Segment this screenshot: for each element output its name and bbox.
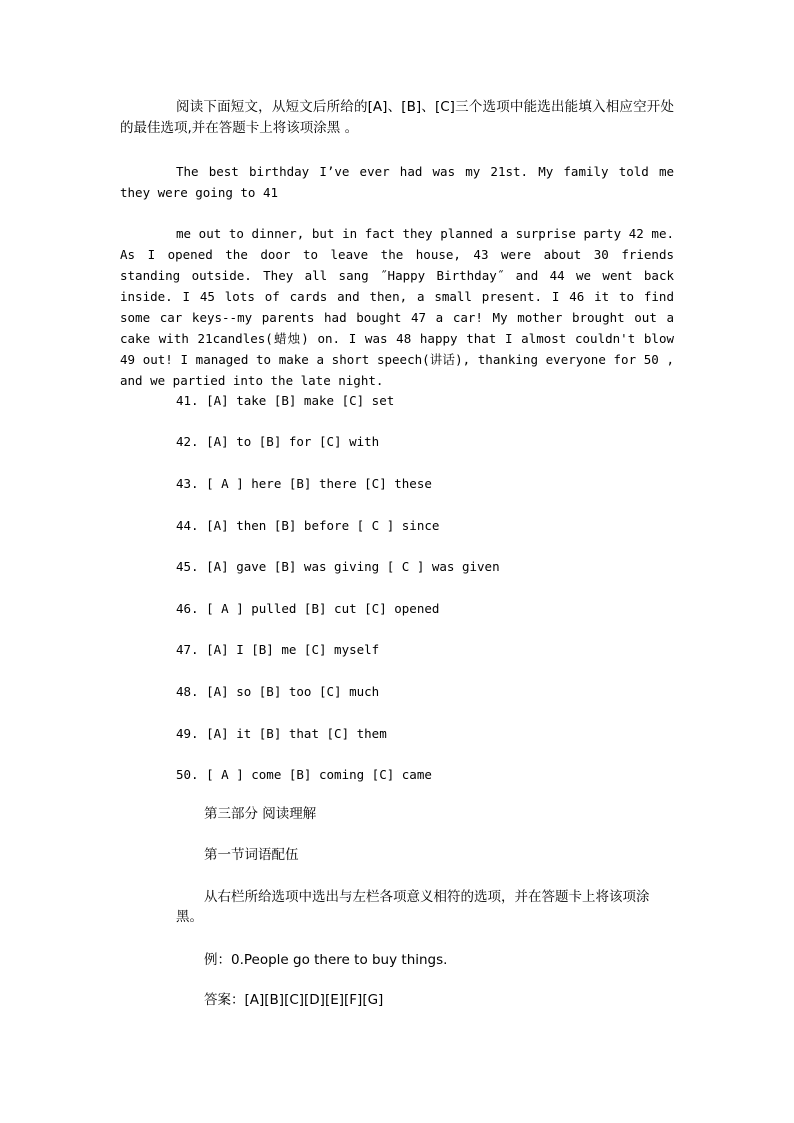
- option-item-50: 50. [ A ] come [B] coming [C] came: [176, 767, 432, 782]
- option-item-46: 46. [ A ] pulled [B] cut [C] opened: [176, 601, 440, 616]
- option-item-49: 49. [A] it [B] that [C] them: [176, 726, 387, 741]
- option-item-44: 44. [A] then [B] before [ C ] since: [176, 518, 440, 533]
- section-one-instructions: 从右栏所给选项中选出与左栏各项意义相符的选项，并在答题卡上将该项涂黑。: [176, 889, 650, 925]
- example-line: 例：0.People go there to buy things.: [204, 952, 448, 968]
- section-one-title: 第一节词语配伍: [204, 847, 299, 863]
- part-three-title: 第三部分 阅读理解: [204, 806, 317, 822]
- answer-line: 答案：[A][B][C][D][E][F][G]: [204, 992, 384, 1008]
- option-item-48: 48. [A] so [B] too [C] much: [176, 684, 380, 699]
- option-item-41: 41. [A] take [B] make [C] set: [176, 393, 395, 408]
- passage-body-paragraph: me out to dinner, but in fact they planned a surprise party 42 me. As I opened the door to leave the house, 43 were about 30 friends standing outside. They all sang ˝Happy Birthday˝ and 44 we went back inside. I 45 lots of cards and then, a small present. I 46 it to find some car keys--my parents had bought 47 a car! My mother brought out a cake with 21candles(蜡烛) on. I was 48 happy that I almost couldn't blow 49 out! I managed to make a short speech(讲话), thanking everyone for 50 , and we partied into the late night.: [120, 226, 674, 388]
- passage-intro-paragraph: The best birthday I’ve ever had was my 21st. My family told me they were going to 41: [120, 164, 674, 200]
- option-item-47: 47. [A] I [B] me [C] myself: [176, 642, 380, 657]
- option-item-42: 42. [A] to [B] for [C] with: [176, 434, 380, 449]
- instructions-paragraph: 阅读下面短文，从短文后所给的[A]、[B]、[C]三个选项中能选出能填入相应空开处的最佳选项,并在答题卡上将该项涂黑 。: [120, 99, 674, 136]
- option-item-43: 43. [ A ] here [B] there [C] these: [176, 476, 432, 491]
- option-item-45: 45. [A] gave [B] was giving [ C ] was given: [176, 559, 500, 574]
